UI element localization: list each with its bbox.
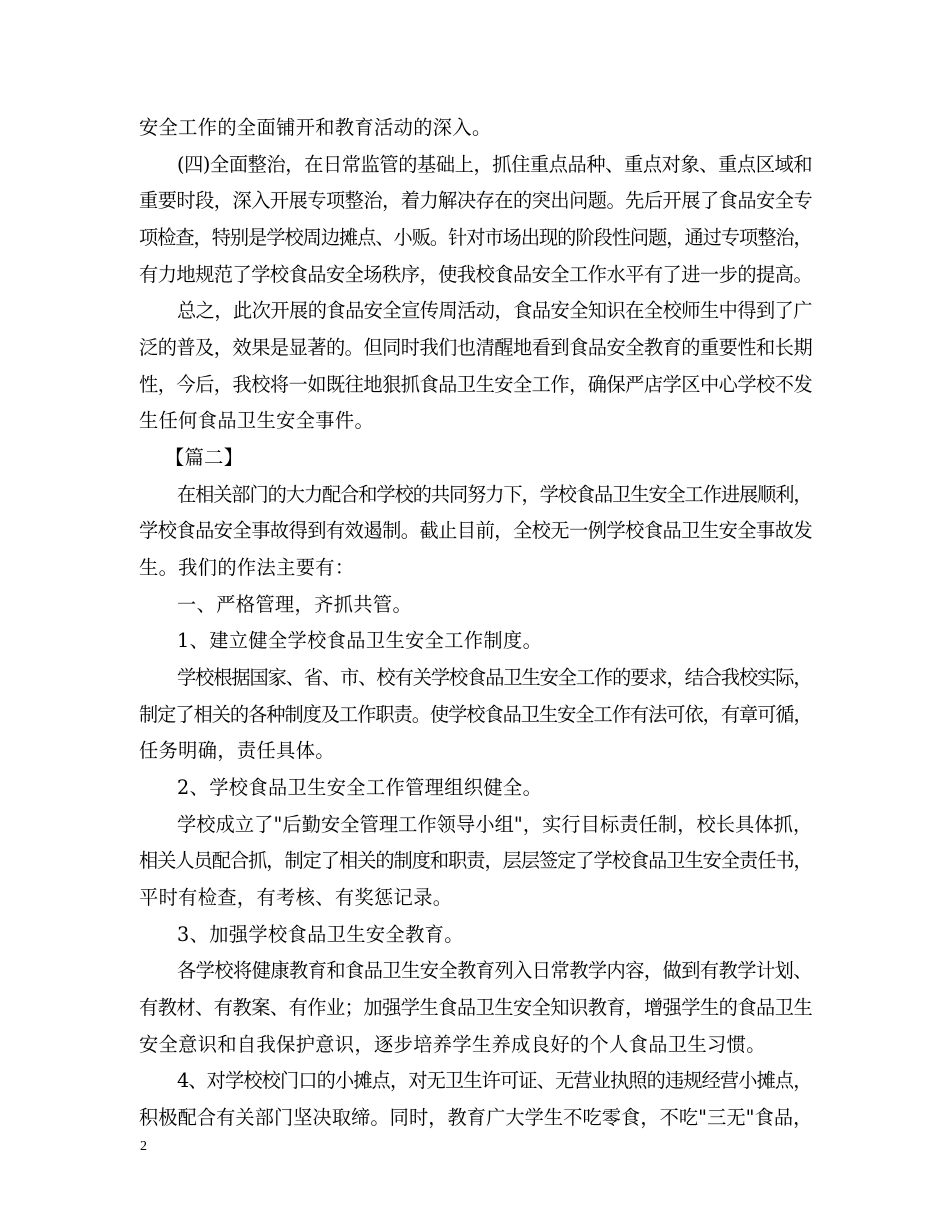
text-line: 积极配合有关部门坚决取缔。同时，教育广大学生不吃零食，不吃"三无"食品， [139, 1106, 813, 1129]
list-heading: 1、建立健全学校食品卫生安全工作制度。 [177, 629, 543, 652]
text-line: 项检查，特别是学校周边摊点、小贩。针对市场出现的阶段性问题，通过专项整治， [139, 226, 812, 249]
text-line: 生任何食品卫生安全事件。 [139, 409, 375, 432]
text-line: 泛的普及，效果是显著的。但同时我们也清醒地看到食品安全教育的重要性和长期 [139, 336, 813, 359]
text-line: 各学校将健康教育和食品卫生安全教育列入日常教学内容，做到有教学计划、 [177, 959, 812, 982]
text-line: 相关人员配合抓，制定了相关的制度和职责，层层签定了学校食品卫生安全责任书， [139, 849, 812, 872]
text-line: 任务明确，责任具体。 [139, 739, 335, 762]
text-line: 有教材、有教案、有作业；加强学生食品卫生安全知识教育，增强学生的食品卫生 [139, 996, 813, 1019]
text-line: 性，今后，我校将一如既往地狠抓食品卫生安全工作，确保严店学区中心学校不发 [139, 373, 813, 396]
text-line: (四)全面整治，在日常监管的基础上，抓住重点品种、重点对象、重点区域和 [177, 153, 813, 176]
text-line: 学校根据国家、省、市、校有关学校食品卫生安全工作的要求，结合我校实际， [177, 666, 812, 689]
text-line: 安全意识和自我保护意识，逐步培养学生养成良好的个人食品卫生习惯。 [139, 1033, 766, 1056]
text-line: 平时有检查，有考核、有奖惩记录。 [139, 886, 453, 909]
list-heading: 2、学校食品卫生安全工作管理组织健全。 [177, 776, 543, 799]
text-line: 学校成立了"后勤安全管理工作领导小组"，实行目标责任制，校长具体抓， [177, 813, 813, 836]
list-heading: 一、严格管理，齐抓共管。 [177, 593, 413, 616]
text-line: 学校食品安全事故得到有效遏制。截止目前，全校无一例学校食品卫生安全事故发 [139, 519, 813, 542]
text-line: 总之，此次开展的食品安全宣传周活动，食品安全知识在全校师生中得到了广 [177, 299, 812, 322]
list-heading: 4、对学校校门口的小摊点，对无卫生许可证、无营业执照的违规经营小摊点， [177, 1069, 812, 1092]
page-number: 2 [140, 1139, 147, 1154]
text-line: 重要时段，深入开展专项整治，着力解决存在的突出问题。先后开展了食品安全专 [139, 189, 813, 212]
text-line: 生。我们的作法主要有： [139, 556, 355, 579]
text-line: 制定了相关的各种制度及工作职责。使学校食品卫生安全工作有法可依，有章可循， [139, 703, 812, 726]
section-heading: 【篇二】 [165, 446, 244, 469]
text-line: 在相关部门的大力配合和学校的共同努力下，学校食品卫生安全工作进展顺利， [177, 483, 812, 506]
text-line: 有力地规范了学校食品安全场秩序，使我校食品安全工作水平有了进一步的提高。 [139, 263, 813, 286]
text-line: 安全工作的全面铺开和教育活动的深入。 [139, 116, 492, 139]
list-heading: 3、加强学校食品卫生安全教育。 [177, 923, 464, 946]
